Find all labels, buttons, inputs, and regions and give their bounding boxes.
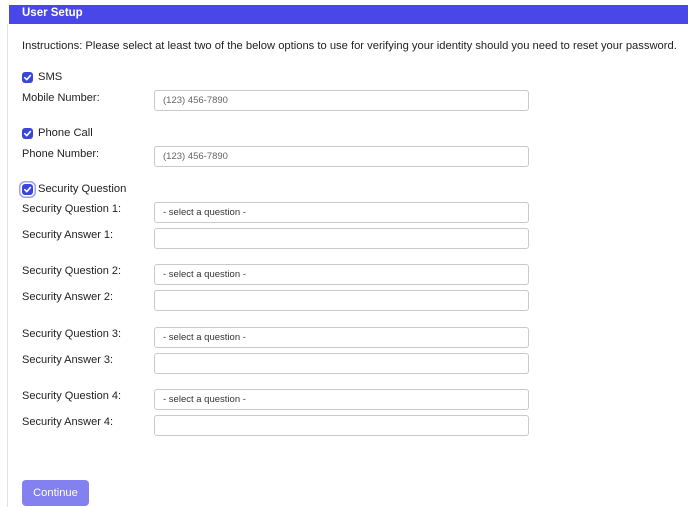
security-answer-4-input[interactable] bbox=[154, 415, 529, 436]
security-answer-4-label: Security Answer 4: bbox=[22, 416, 114, 428]
sms-option[interactable] bbox=[22, 70, 62, 84]
security-question-1-label: Security Question 1: bbox=[22, 203, 122, 215]
checkmark-icon bbox=[23, 185, 32, 194]
security-question-2-select[interactable]: - select a question - bbox=[154, 264, 529, 285]
panel-left-border bbox=[7, 24, 8, 507]
security-question-1-select[interactable]: - select a question - bbox=[154, 202, 529, 223]
instructions-text: Instructions: Please select at least two of the below options to use for verifying your identity should you need to reset your password. bbox=[22, 40, 677, 52]
security-question-option[interactable] bbox=[22, 182, 126, 196]
security-answer-3-input[interactable] bbox=[154, 353, 529, 374]
security-question-4-label: Security Question 4: bbox=[22, 390, 122, 402]
sms-label: SMS bbox=[38, 71, 63, 83]
security-question-3-select[interactable]: - select a question - bbox=[154, 327, 529, 348]
security-answer-2-input[interactable] bbox=[154, 290, 529, 311]
security-question-3-label: Security Question 3: bbox=[22, 328, 122, 340]
checkmark-icon bbox=[23, 73, 32, 82]
security-question-checkbox[interactable] bbox=[22, 184, 33, 195]
security-question-4-select[interactable]: - select a question - bbox=[154, 389, 529, 410]
phone-call-label: Phone Call bbox=[38, 127, 93, 139]
phone-number-input[interactable] bbox=[154, 146, 529, 167]
mobile-number-label: Mobile Number: bbox=[22, 92, 100, 104]
security-answer-2-label: Security Answer 2: bbox=[22, 291, 114, 303]
phone-call-checkbox[interactable] bbox=[22, 128, 33, 139]
phone-number-label: Phone Number: bbox=[22, 148, 100, 160]
sms-checkbox[interactable] bbox=[22, 72, 33, 83]
page-header bbox=[9, 5, 688, 24]
security-question-label: Security Question bbox=[38, 183, 127, 195]
continue-button[interactable]: Continue bbox=[22, 480, 89, 506]
mobile-number-input[interactable] bbox=[154, 90, 529, 111]
phone-call-option[interactable] bbox=[22, 126, 93, 140]
security-answer-1-input[interactable] bbox=[154, 228, 529, 249]
security-answer-1-label: Security Answer 1: bbox=[22, 229, 114, 241]
security-answer-3-label: Security Answer 3: bbox=[22, 354, 114, 366]
page-title: User Setup bbox=[22, 7, 83, 19]
checkmark-icon bbox=[23, 129, 32, 138]
security-question-2-label: Security Question 2: bbox=[22, 265, 122, 277]
